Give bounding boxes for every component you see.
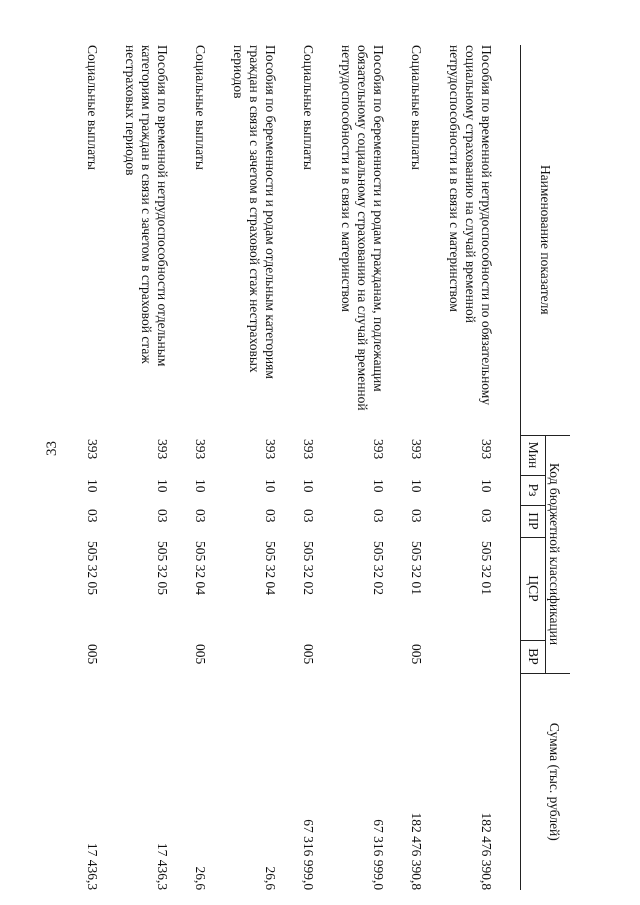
header-pr: ПР <box>521 505 546 537</box>
page-number: 33 <box>44 441 60 456</box>
table-row <box>386 45 424 890</box>
row-sum: 26,6 <box>193 866 208 891</box>
row-csr: 505 32 04 <box>193 541 208 595</box>
row-vr <box>100 640 170 673</box>
row-name: Пособия по временной нетрудоспособности по обязательному социальному страхованию на случай временной нетрудоспособности и в связи с материнством <box>447 45 494 406</box>
row-sum: 17 436,3 <box>85 842 100 891</box>
row-name: Социальные выплаты <box>409 45 424 170</box>
row-name: Социальные выплаты <box>301 45 316 170</box>
row-csr: 505 32 05 <box>155 541 170 595</box>
row-csr: 505 32 04 <box>263 541 278 595</box>
row-rz: 10 <box>301 479 316 493</box>
row-name: Пособия по временной нетрудоспособности отдельным категориям граждан в связи с зачетом в страховой стаж нестраховых периодов <box>123 45 170 367</box>
row-vr: 005 <box>409 644 424 665</box>
row-vr <box>208 640 278 673</box>
row-csr: 505 32 02 <box>301 541 316 595</box>
header-csr: ЦСР <box>521 537 546 640</box>
row-min: 393 <box>371 439 386 460</box>
row-pr: 03 <box>409 509 424 523</box>
row-min: 393 <box>301 439 316 460</box>
row-pr: 03 <box>85 509 100 523</box>
table-row <box>424 45 494 890</box>
row-sum: 26,6 <box>263 866 278 891</box>
header-sum: Сумма (тыс. рублей) <box>521 673 571 890</box>
row-vr: 005 <box>193 644 208 665</box>
row-vr <box>424 640 494 673</box>
row-name: Социальные выплаты <box>193 45 208 170</box>
row-pr: 03 <box>193 509 208 523</box>
row-rz: 10 <box>409 479 424 493</box>
table-row <box>316 45 386 890</box>
row-vr <box>316 640 386 673</box>
row-name: Социальные выплаты <box>85 45 100 170</box>
row-csr: 505 32 01 <box>409 541 424 595</box>
row-pr: 03 <box>479 509 494 523</box>
row-csr: 505 32 02 <box>371 541 386 595</box>
row-name: Пособия по беременности и родам отдельным категориям граждан в связи с зачетом в страховой стаж нестраховых периодов <box>231 45 278 379</box>
row-pr: 03 <box>263 509 278 523</box>
row-min: 393 <box>85 439 100 460</box>
table-row <box>62 45 100 890</box>
row-pr: 03 <box>371 509 386 523</box>
row-rz: 10 <box>193 479 208 493</box>
row-rz: 10 <box>263 479 278 493</box>
row-name: Пособия по беременности и родам гражданам, подлежащим обязательному социальному страхованию на случай временной нетрудоспособности и в связи с материнством <box>339 45 386 411</box>
table-row <box>100 45 170 890</box>
row-pr: 03 <box>155 509 170 523</box>
row-csr: 505 32 05 <box>85 541 100 595</box>
row-min: 393 <box>155 439 170 460</box>
row-rz: 10 <box>155 479 170 493</box>
table-row <box>278 45 316 890</box>
row-min: 393 <box>263 439 278 460</box>
row-rz: 10 <box>85 479 100 493</box>
header-code-group: Код бюджетной классификации <box>546 435 571 673</box>
budget-table-sheet <box>70 45 570 890</box>
row-csr: 505 32 01 <box>479 541 494 595</box>
row-rz: 10 <box>371 479 386 493</box>
header-rz: Рз <box>521 475 546 505</box>
row-min: 393 <box>409 439 424 460</box>
row-min: 393 <box>193 439 208 460</box>
table-row <box>208 45 278 890</box>
row-vr: 005 <box>85 644 100 665</box>
row-sum: 182 476 390,8 <box>409 812 424 891</box>
row-rz: 10 <box>479 479 494 493</box>
row-min: 393 <box>479 439 494 460</box>
header-vr: ВР <box>521 640 546 673</box>
header-min: Мин <box>521 435 546 475</box>
row-sum: 67 316 999,0 <box>301 819 316 891</box>
table-row <box>170 45 208 890</box>
row-pr: 03 <box>301 509 316 523</box>
row-sum: 182 476 390,8 <box>479 812 494 891</box>
row-sum: 17 436,3 <box>155 842 170 891</box>
row-sum: 67 316 999,0 <box>371 819 386 891</box>
row-vr: 005 <box>301 644 316 665</box>
header-name: Наименование показателя <box>521 45 571 435</box>
budget-table <box>62 45 570 890</box>
